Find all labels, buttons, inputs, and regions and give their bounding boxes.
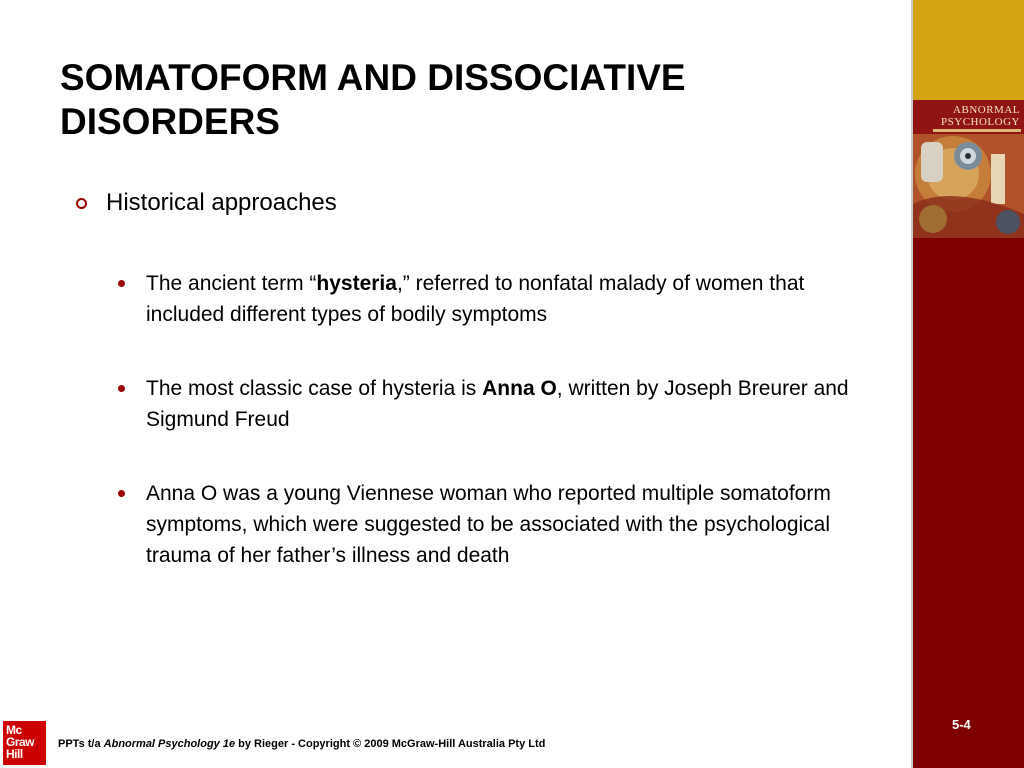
cover-artwork-image (913, 134, 1024, 238)
slide-title: SOMATOFORM AND DISSOCIATIVE DISORDERS (60, 57, 686, 142)
bullet-text-bold: hysteria (316, 272, 397, 295)
footer-suffix: by Rieger - Copyright © 2009 McGraw-Hill Australia Pty Ltd (235, 738, 546, 750)
bullet-text-plain: ,” referred to nonfatal malady of women that included different types of bodily symptoms (146, 272, 805, 326)
cover-title-line2: PSYCHOLOGY (941, 116, 1020, 128)
dot-bullet-icon (118, 490, 125, 497)
sidebar-gold-band (913, 0, 1024, 100)
bullet-text (146, 373, 876, 435)
logo-line: Mc (6, 723, 22, 737)
ring-bullet-icon (76, 198, 87, 209)
footer-book-title: Abnormal Psychology 1e (103, 738, 236, 750)
page-number: 5-4 (952, 717, 971, 732)
bullet-text-plain: Anna O was a young Viennese woman who reported multiple somatoform symptoms, which were suggested to be associated with the psychological trauma of her father’s illness and death (146, 482, 831, 567)
cover-title-line1: ABNORMAL (953, 104, 1020, 116)
logo-line: Hill (6, 747, 23, 761)
bullet-text (146, 478, 876, 571)
book-cover-title (913, 104, 1024, 128)
footer-copyright (58, 738, 678, 750)
logo-line: Graw (6, 735, 35, 749)
bullet-text-plain: The ancient term “ (146, 272, 317, 295)
bullet-text (146, 268, 876, 330)
cover-subtitle-band (933, 129, 1021, 132)
dot-bullet-icon (118, 385, 125, 392)
dot-bullet-icon (118, 280, 125, 287)
bullet-text-bold: Anna O (482, 377, 557, 400)
book-cover-image (913, 100, 1024, 238)
level1-bullet-text: Historical approaches (106, 189, 337, 216)
bullet-text-plain: , written by Joseph Breurer and Sigmund Freud (146, 377, 849, 431)
mcgraw-hill-logo (3, 721, 46, 765)
footer-prefix: PPTs t/a (58, 738, 104, 750)
bullet-text-plain: The most classic case of hysteria is (146, 377, 483, 400)
